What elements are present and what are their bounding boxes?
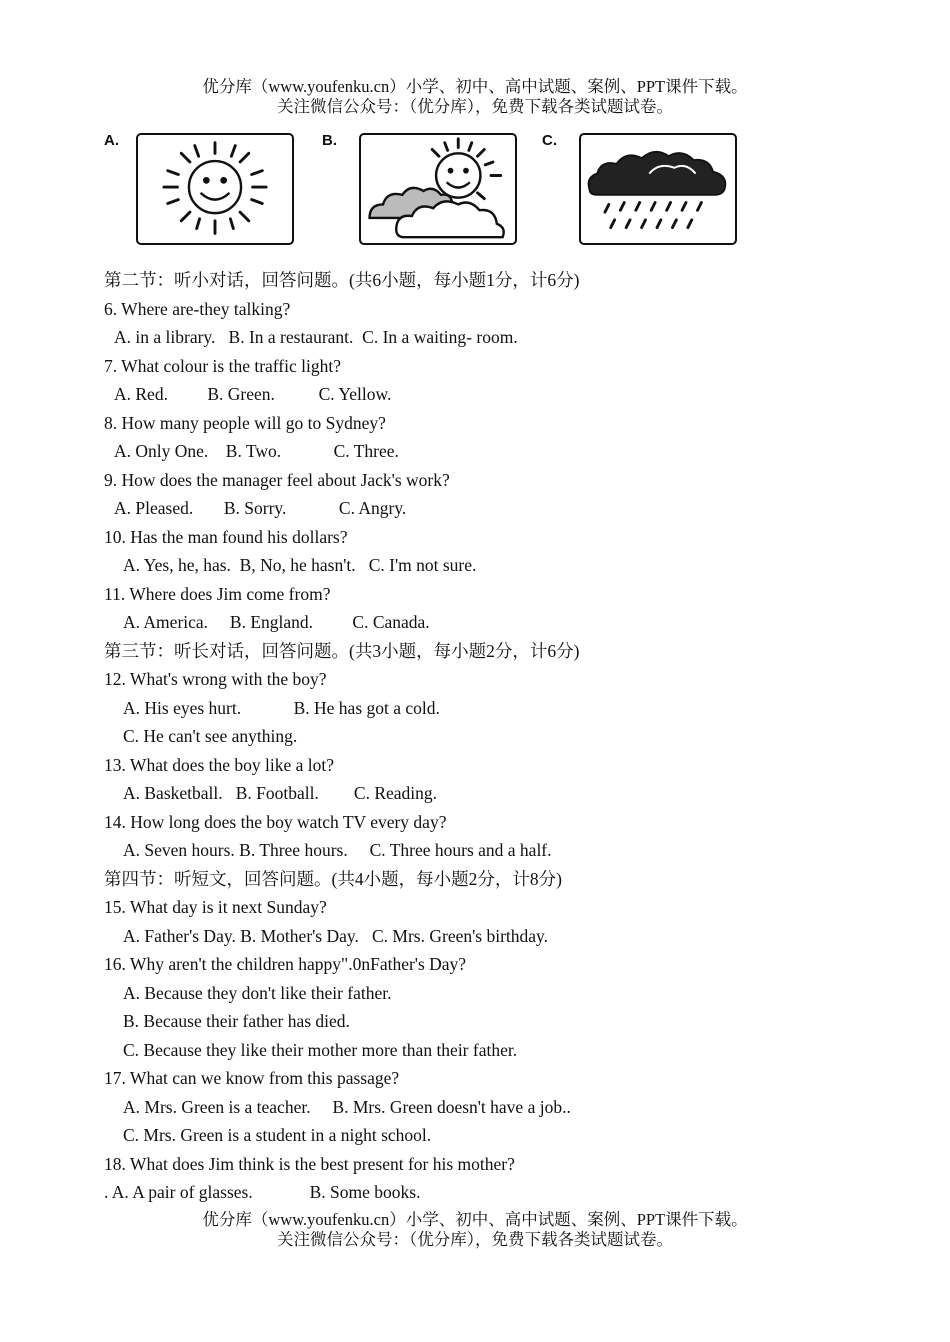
picture-c-letter: C. xyxy=(542,132,557,149)
picture-a-letter: A. xyxy=(104,132,119,149)
picture-a-frame xyxy=(136,133,294,245)
rain-cloud-icon xyxy=(581,135,735,243)
answer-options: B. Because their father has died. xyxy=(123,1011,350,1031)
exam-questions xyxy=(104,266,904,1207)
question-text: 7. What colour is the traffic light? xyxy=(104,355,341,376)
picture-c-frame xyxy=(579,133,737,245)
header-line-1: 优分库（www.youfenku.cn）小学、初中、高中试题、案例、PPT课件下载。 xyxy=(202,77,748,96)
answer-options: A. Because they don't like their father. xyxy=(123,982,392,1003)
answer-options: C. Because they like their mother more than their father. xyxy=(123,1039,518,1060)
question-text: 17. What can we know from this passage? xyxy=(104,1068,400,1088)
question-text: 6. Where are-they talking? xyxy=(104,298,291,319)
question-text: 10. Has the man found his dollars? xyxy=(104,526,348,547)
partly-cloudy-icon xyxy=(361,135,515,243)
page-footer xyxy=(0,1210,950,1250)
answer-options: C. Mrs. Green is a student in a night school. xyxy=(123,1125,432,1145)
answer-options: A. His eyes hurt. B. He has got a cold. xyxy=(123,697,440,718)
weather-pictures xyxy=(0,128,950,253)
answer-options: A. Yes, he, has. B, No, he hasn't. C. I'm not sure. xyxy=(123,555,477,575)
section-heading: 第二节：听小对话，回答问题。(共6小题，每小题1分，计6分) xyxy=(104,270,580,290)
answer-options: A. in a library. B. In a restaurant. C. In a waiting- room. xyxy=(114,327,518,347)
question-text: 13. What does the boy like a lot? xyxy=(104,754,335,775)
answer-options: A. Pleased. B. Sorry. C. Angry. xyxy=(114,498,407,518)
answer-options: C. He can't see anything. xyxy=(123,726,298,746)
answer-options: A. Father's Day. B. Mother's Day. C. Mrs. Green's birthday. xyxy=(123,925,549,946)
question-text: 9. How does the manager feel about Jack's work? xyxy=(104,469,450,490)
section-heading: 第四节：听短文，回答问题。(共4小题，每小题2分，计8分) xyxy=(104,868,562,889)
sun-icon xyxy=(138,135,292,243)
footer-line-2: 关注微信公众号：（优分库），免费下载各类试题试卷。 xyxy=(277,1230,673,1249)
answer-options: A. America. B. England. C. Canada. xyxy=(123,612,430,632)
question-text: 14. How long does the boy watch TV every day? xyxy=(104,811,447,832)
answer-options: A. Basketball. B. Football. C. Reading. xyxy=(123,783,438,803)
question-text: 15. What day is it next Sunday? xyxy=(104,897,327,917)
answer-options: A. Mrs. Green is a teacher. B. Mrs. Green doesn't have a job.. xyxy=(123,1096,571,1117)
answer-options: A. Seven hours. B. Three hours. C. Three hours and a half. xyxy=(123,840,552,860)
question-text: 8. How many people will go to Sydney? xyxy=(104,412,386,433)
page-header xyxy=(0,77,950,117)
header-line-2: 关注微信公众号：（优分库），免费下载各类试题试卷。 xyxy=(277,97,673,116)
question-text: 11. Where does Jim come from? xyxy=(104,583,331,604)
question-text: . A. A pair of glasses. B. Some books. xyxy=(104,1182,421,1202)
answer-options: A. Red. B. Green. C. Yellow. xyxy=(114,384,392,404)
question-text: 18. What does Jim think is the best present for his mother? xyxy=(104,1153,515,1174)
footer-line-1: 优分库（www.youfenku.cn）小学、初中、高中试题、案例、PPT课件下载。 xyxy=(202,1210,748,1229)
answer-options: A. Only One. B. Two. C. Three. xyxy=(114,441,399,461)
question-text: 16. Why aren't the children happy".0nFather's Day? xyxy=(104,954,467,974)
section-heading: 第三节：听长对话，回答问题。(共3小题，每小题2分，计6分) xyxy=(104,640,580,661)
question-text: 12. What's wrong with the boy? xyxy=(104,669,327,689)
picture-b-letter: B. xyxy=(322,132,337,149)
picture-b-frame xyxy=(359,133,517,245)
